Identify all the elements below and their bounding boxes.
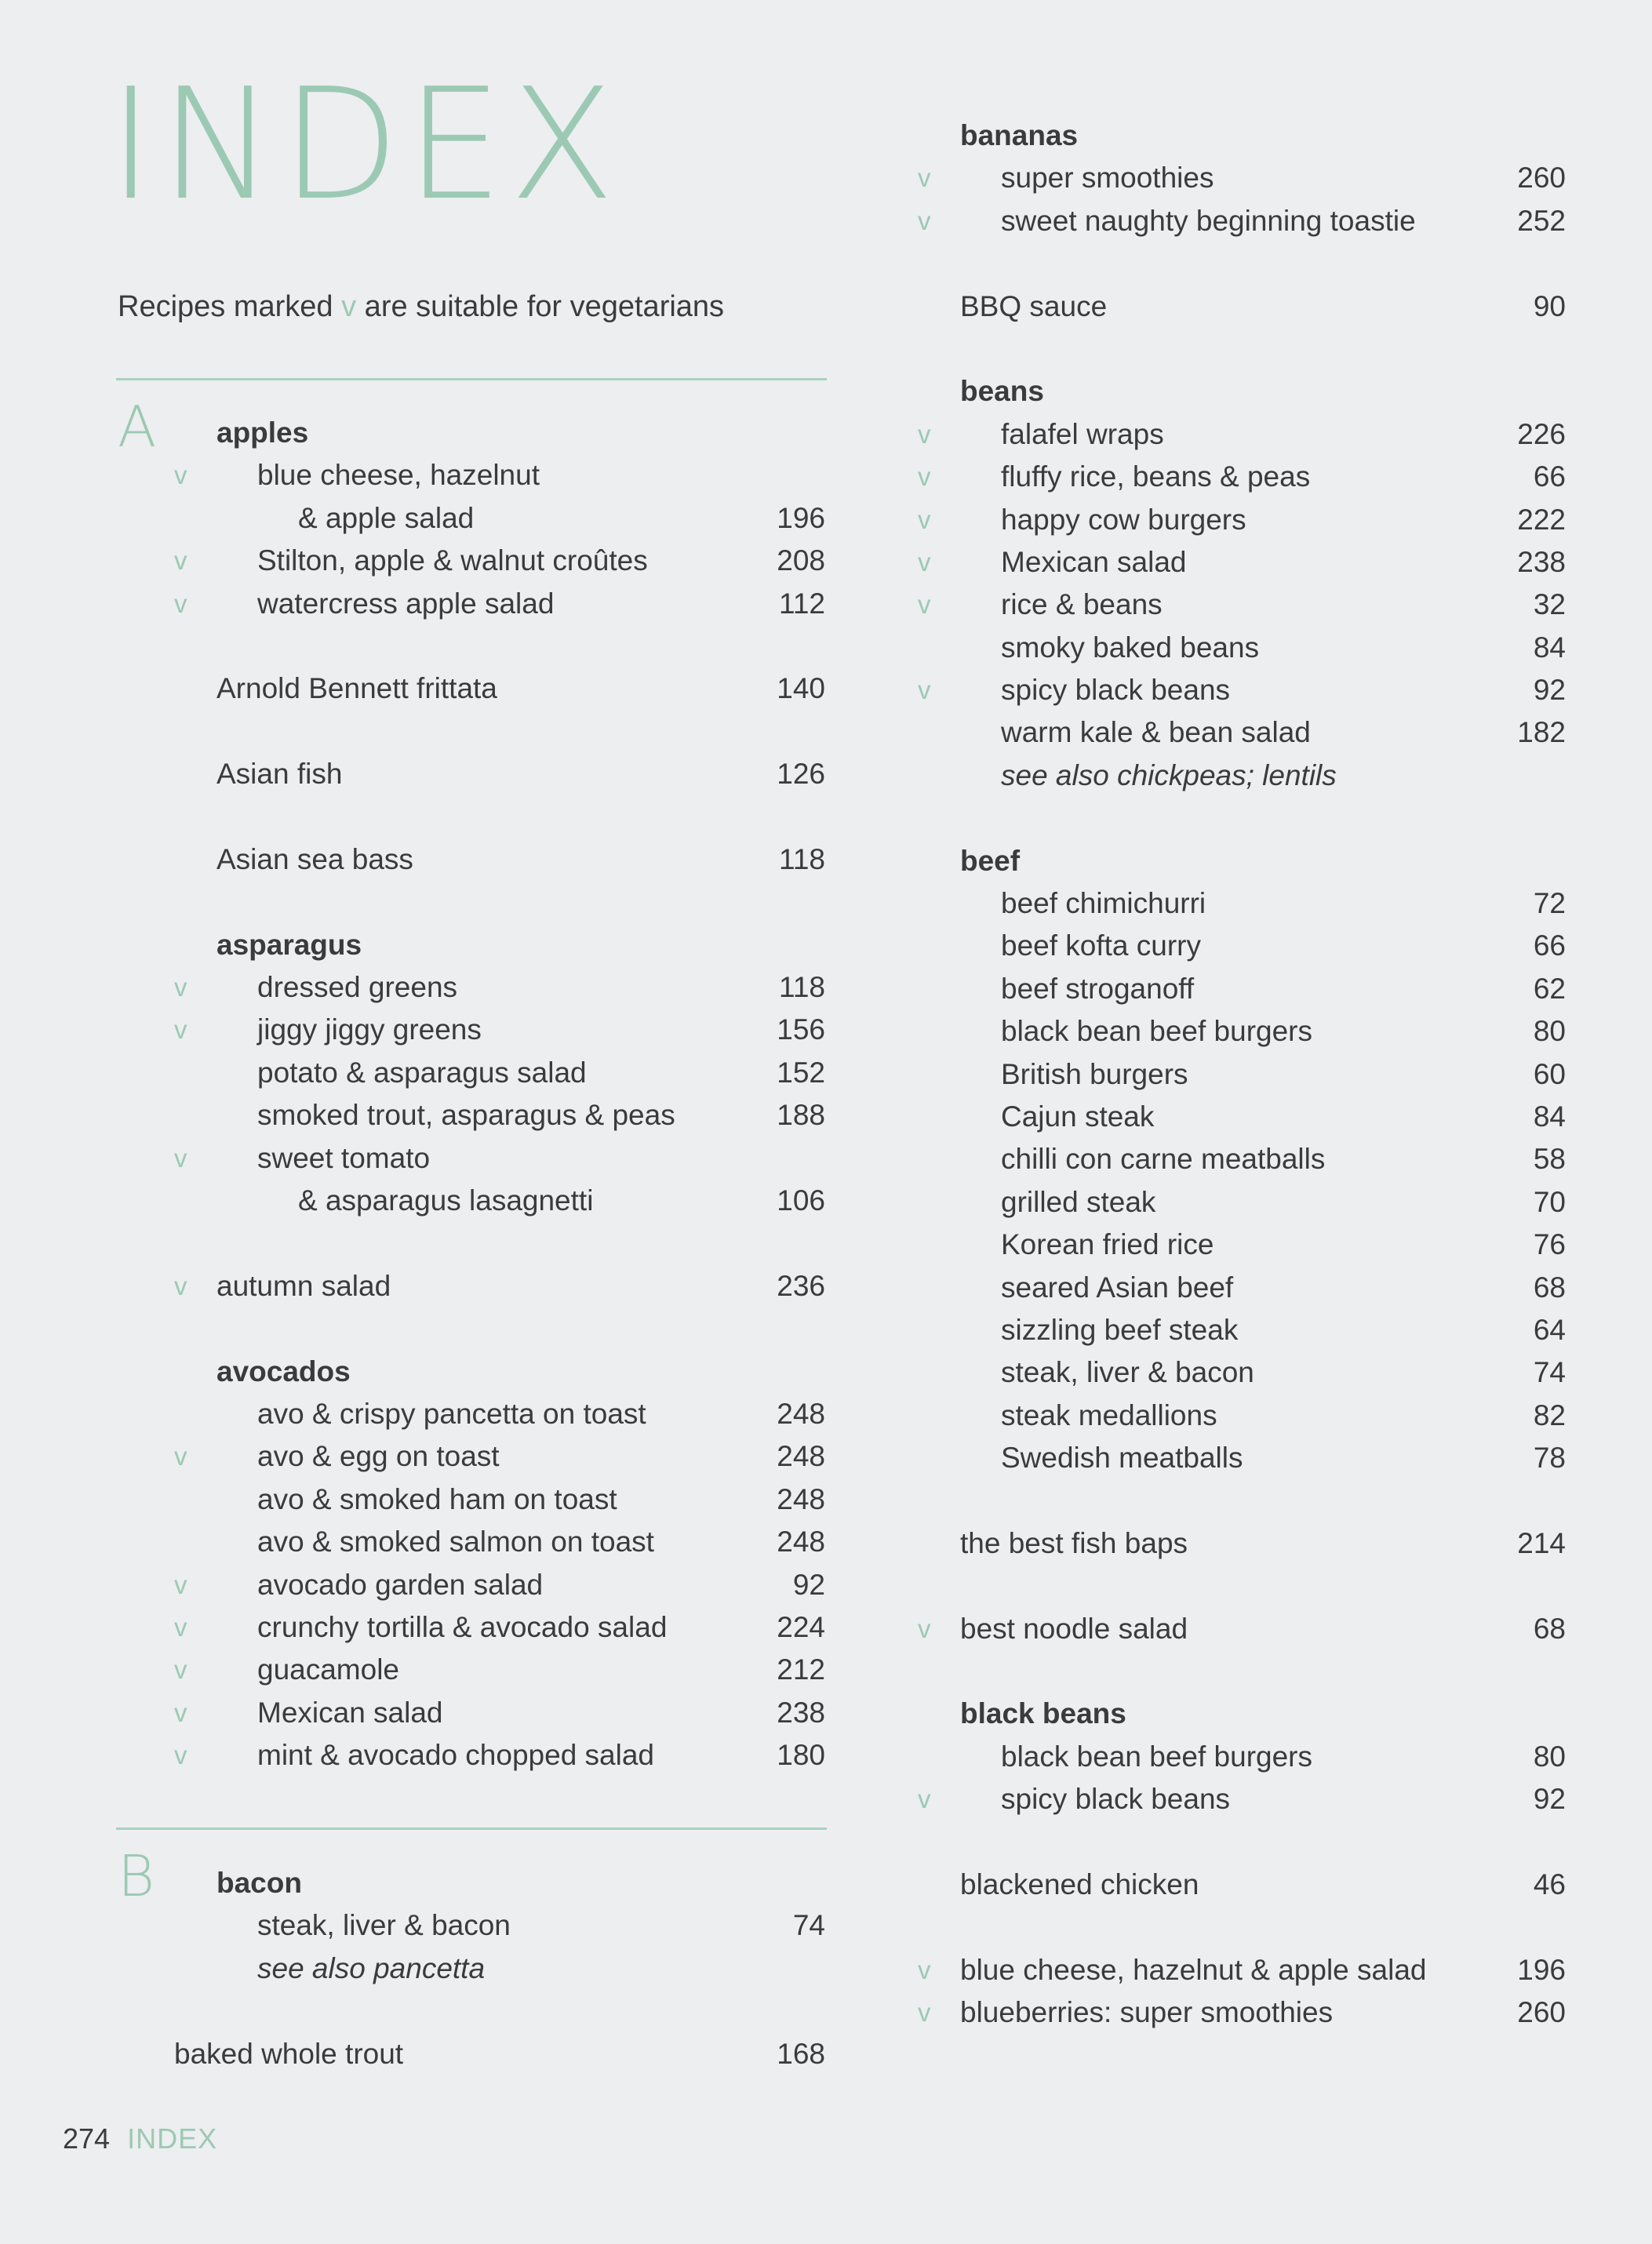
page-ref: 70: [1533, 1185, 1566, 1218]
page-footer: [63, 2119, 217, 2159]
page-ref: 236: [777, 1269, 825, 1302]
index-entry: [0, 711, 1574, 754]
index-entry: [0, 1351, 1574, 1394]
page-ref: 74: [1533, 1356, 1566, 1389]
vegetarian-mark-icon: v: [174, 1697, 187, 1727]
page-ref: 66: [1533, 460, 1566, 493]
index-entry: [0, 1309, 1574, 1351]
entry-text: sweet tomato: [257, 1141, 431, 1174]
vegetarian-mark-icon: v: [174, 546, 187, 576]
page-ref: 112: [779, 587, 825, 620]
entry-text: & asparagus lasagnetti: [298, 1184, 594, 1217]
index-entry: [0, 286, 1574, 328]
entry-text: Mexican salad: [1001, 545, 1187, 578]
spacer: [0, 1565, 1574, 1607]
spacer: [0, 1650, 1574, 1693]
index-entry: [0, 882, 1574, 925]
index-entry: [0, 1736, 1574, 1778]
spacer: [0, 242, 1574, 285]
vegetarian-mark-icon: v: [918, 1998, 931, 2028]
page-ref: 252: [1517, 204, 1566, 237]
vegetarian-mark-icon: v: [174, 1143, 187, 1173]
page-ref: 66: [1533, 929, 1566, 962]
page-ref: 46: [1533, 1868, 1566, 1901]
page-ref: 212: [777, 1653, 825, 1686]
index-entry: [0, 755, 1574, 797]
page-ref: 92: [1533, 674, 1566, 707]
legend-text-after: are suitable for vegetarians: [356, 290, 725, 323]
page-ref: 140: [777, 672, 825, 705]
entry-text: falafel wraps: [1001, 417, 1164, 450]
entry-text: steak, liver & bacon: [257, 1909, 511, 1942]
index-entry: [0, 584, 1574, 626]
entry-text: autumn salad: [217, 1269, 391, 1302]
vegetarian-mark-icon: v: [918, 675, 931, 705]
entry-text: avo & smoked ham on toast: [257, 1482, 617, 1515]
entry-text: black bean beef burgers: [1001, 1740, 1312, 1773]
entry-text: bacon: [217, 1867, 302, 1899]
index-entry: [0, 1010, 1574, 1053]
section-letter-a: A: [118, 394, 157, 460]
entry-text: British burgers: [1001, 1057, 1188, 1090]
page-number: 274: [63, 2122, 111, 2155]
entry-text: beef chimichurri: [1001, 887, 1206, 920]
index-entry: [0, 1608, 1574, 1650]
entry-text: beef kofta curry: [1001, 929, 1202, 962]
vegetarian-mark-icon: v: [918, 547, 931, 576]
index-entry: [0, 1522, 1574, 1565]
page-ref: 196: [1517, 1953, 1566, 1986]
page-ref: 84: [1533, 631, 1566, 664]
entry-text: Swedish meatballs: [1001, 1442, 1243, 1475]
page-ref: 260: [1517, 1996, 1566, 2029]
index-entry: [0, 925, 1574, 967]
index-entry: [0, 200, 1574, 242]
entry-text: sizzling beef steak: [1001, 1313, 1239, 1346]
entry-text: smoky baked beans: [1001, 631, 1260, 664]
index-heading: [0, 1693, 1574, 1735]
page-ref: 106: [777, 1184, 825, 1217]
entry-text: & apple salad: [298, 501, 475, 534]
section-letter-b: B: [118, 1843, 155, 1909]
page-ref: 196: [777, 501, 825, 534]
entry-text: steak medallions: [1001, 1398, 1217, 1431]
index-entry: [0, 627, 1574, 669]
page-ref: 152: [777, 1056, 825, 1089]
entry-text: super smoothies: [1001, 162, 1214, 195]
index-entry: [0, 1437, 1574, 1479]
page-ref: 168: [777, 2037, 825, 2070]
page-ref: 180: [777, 1739, 825, 1772]
page-ref: 156: [777, 1013, 825, 1046]
entry-text: avocados: [217, 1355, 351, 1387]
page-ref: 58: [1533, 1143, 1566, 1176]
page-ref: 248: [777, 1482, 825, 1515]
entry-text: best noodle salad: [960, 1612, 1188, 1645]
vegetarian-mark-icon: v: [174, 1569, 187, 1599]
entry-text: Cajun steak: [1001, 1100, 1155, 1133]
page-ref: 76: [1533, 1228, 1566, 1261]
index-entry: [0, 1181, 1574, 1224]
page-ref: 222: [1517, 503, 1566, 536]
entry-text: happy cow burgers: [1001, 503, 1246, 536]
entry-text: beef stroganoff: [1001, 972, 1195, 1005]
index-entry: [0, 1053, 1574, 1096]
index-entry: [0, 1778, 1574, 1820]
index-entry: [0, 157, 1574, 199]
page-ref: 214: [1517, 1526, 1566, 1559]
entry-text: dressed greens: [257, 971, 458, 1004]
spacer: [0, 1906, 1574, 1948]
page-ref: 64: [1533, 1313, 1566, 1346]
page-ref: 182: [1517, 716, 1566, 749]
page-ref: 60: [1533, 1057, 1566, 1090]
entry-text: blue cheese, hazelnut: [257, 459, 540, 492]
index-entry: [0, 669, 1574, 711]
index-entry: [0, 1138, 1574, 1180]
page-ref: 68: [1533, 1271, 1566, 1304]
page-ref: 238: [777, 1696, 825, 1729]
vegetarian-mark-icon: v: [174, 973, 187, 1002]
entry-text: black beans: [960, 1697, 1126, 1730]
entry-text: Arnold Bennett frittata: [217, 672, 497, 705]
entry-text: sweet naughty beginning toastie: [1001, 204, 1416, 237]
index-heading: [0, 840, 1574, 882]
page-ref: 68: [1533, 1612, 1566, 1645]
vegetarian-mark-icon: v: [918, 1955, 931, 1984]
entry-text: smoked trout, asparagus & peas: [257, 1099, 675, 1132]
page-ref: 226: [1517, 417, 1566, 450]
entry-text: seared Asian beef: [1001, 1271, 1234, 1304]
vegetarian-mark-icon: v: [918, 590, 931, 620]
page-title: INDEX: [108, 56, 621, 235]
vegetarian-mark-icon: v: [174, 1442, 187, 1471]
entry-text: BBQ sauce: [960, 289, 1108, 322]
entry-text: black bean beef burgers: [1001, 1015, 1312, 1048]
vegetarian-mark-icon: v: [174, 1271, 187, 1300]
legend-text-before: Recipes marked: [118, 290, 342, 323]
index-entry: [0, 541, 1574, 584]
entry-text: avo & egg on toast: [257, 1440, 500, 1473]
page-ref: 248: [777, 1440, 825, 1473]
entry-text: Asian fish: [217, 758, 343, 791]
entry-text: fluffy rice, beans & peas: [1001, 460, 1311, 493]
page-ref: 80: [1533, 1740, 1566, 1773]
vegetarian-mark-icon: v: [174, 1612, 187, 1642]
entry-text: grilled steak: [1001, 1185, 1156, 1218]
entry-text: jiggy jiggy greens: [257, 1013, 482, 1046]
vegetarian-mark-icon: v: [918, 1613, 931, 1643]
page-ref: 72: [1533, 887, 1566, 920]
entry-text: apples: [217, 416, 309, 449]
entry-text: avocado garden salad: [257, 1568, 544, 1601]
entry-text: avo & crispy pancetta on toast: [257, 1397, 646, 1430]
entry-text: Asian sea bass: [217, 842, 413, 875]
page-ref: 82: [1533, 1398, 1566, 1431]
page-ref: 92: [792, 1568, 825, 1601]
entry-text: spicy black beans: [1001, 1783, 1231, 1816]
index-entry: [0, 1267, 1574, 1309]
page-ref: 84: [1533, 1100, 1566, 1133]
page-ref: 248: [777, 1526, 825, 1558]
vegetarian-mark-icon: v: [341, 290, 357, 323]
page-ref: 118: [779, 971, 825, 1004]
index-entry: [0, 1864, 1574, 1906]
entry-text: see also chickpeas; lentils: [1001, 758, 1337, 791]
page-ref: 32: [1533, 588, 1566, 621]
entry-text: avo & smoked salmon on toast: [257, 1526, 654, 1558]
index-entry: [0, 1949, 1574, 1991]
page-ref: 224: [777, 1610, 825, 1643]
index-heading: [0, 370, 1574, 413]
page-ref: 238: [1517, 545, 1566, 578]
page-ref: 208: [777, 544, 825, 577]
index-entry: [0, 499, 1574, 541]
page-ref: 90: [1533, 289, 1566, 322]
footer-label: INDEX: [127, 2122, 218, 2155]
vegetarian-mark-icon: v: [918, 1784, 931, 1814]
entry-text: beans: [960, 375, 1044, 408]
page-ref: 78: [1533, 1442, 1566, 1475]
spacer: [0, 328, 1574, 370]
entry-text: bananas: [960, 119, 1079, 151]
entry-text: spicy black beans: [1001, 674, 1231, 707]
page-ref: 118: [779, 842, 825, 875]
index-entry: [0, 1224, 1574, 1266]
spacer: [0, 1821, 1574, 1864]
entry-text: the best fish baps: [960, 1526, 1188, 1559]
page-ref: 188: [777, 1099, 825, 1132]
entry-text: mint & avocado chopped salad: [257, 1739, 655, 1772]
entry-text: guacamole: [257, 1653, 400, 1686]
page-ref: 126: [777, 758, 825, 791]
vegetarian-mark-icon: v: [918, 163, 931, 193]
entry-text: asparagus: [217, 928, 362, 961]
index-entry: [0, 968, 1574, 1010]
index-entry: [0, 456, 1574, 498]
index-entry: [0, 1395, 1574, 1437]
page-ref: 74: [792, 1909, 825, 1942]
entry-text: blue cheese, hazelnut & apple salad: [960, 1953, 1427, 1986]
vegetarian-mark-icon: v: [174, 1655, 187, 1685]
vegetarian-mark-icon: v: [174, 460, 187, 490]
vegetarian-mark-icon: v: [918, 205, 931, 235]
page-ref: 92: [1533, 1783, 1566, 1816]
entry-text: blackened chicken: [960, 1868, 1199, 1901]
page-ref: 80: [1533, 1015, 1566, 1048]
index-heading: [0, 115, 1574, 157]
right-column: [0, 115, 1574, 2035]
vegetarian-mark-icon: v: [918, 462, 931, 492]
entry-text: potato & asparagus salad: [257, 1056, 587, 1089]
entry-text: Mexican salad: [257, 1696, 443, 1729]
vegetarian-mark-icon: v: [918, 504, 931, 534]
vegetarian-mark-icon: v: [174, 588, 187, 618]
spacer: [0, 797, 1574, 839]
entry-text: blueberries: super smoothies: [960, 1996, 1334, 2029]
entry-text: see also pancetta: [257, 1951, 486, 1984]
page-ref: 260: [1517, 162, 1566, 195]
vegetarian-mark-icon: v: [918, 419, 931, 449]
entry-text: steak, liver & bacon: [1001, 1356, 1254, 1389]
spacer: [0, 1480, 1574, 1522]
entry-text: chilli con carne meatballs: [1001, 1143, 1326, 1176]
page-ref: 248: [777, 1397, 825, 1430]
index-entry: [0, 1991, 1574, 2034]
vegetarian-mark-icon: v: [174, 1015, 187, 1045]
index-entry: [0, 1096, 1574, 1138]
entry-text: warm kale & bean salad: [1001, 716, 1311, 749]
entry-text: watercress apple salad: [257, 587, 555, 620]
index-entry: [0, 2033, 831, 2075]
entry-text: Stilton, apple & walnut croûtes: [257, 544, 648, 577]
entry-text: beef: [960, 844, 1021, 877]
vegetarian-mark-icon: v: [174, 1740, 187, 1770]
entry-text: Korean fried rice: [1001, 1228, 1214, 1261]
index-entry: [0, 413, 1574, 456]
entry-text: baked whole trout: [174, 2037, 404, 2070]
entry-text: crunchy tortilla & avocado salad: [257, 1610, 668, 1643]
entry-text: rice & beans: [1001, 588, 1163, 621]
page-ref: 62: [1533, 972, 1566, 1005]
